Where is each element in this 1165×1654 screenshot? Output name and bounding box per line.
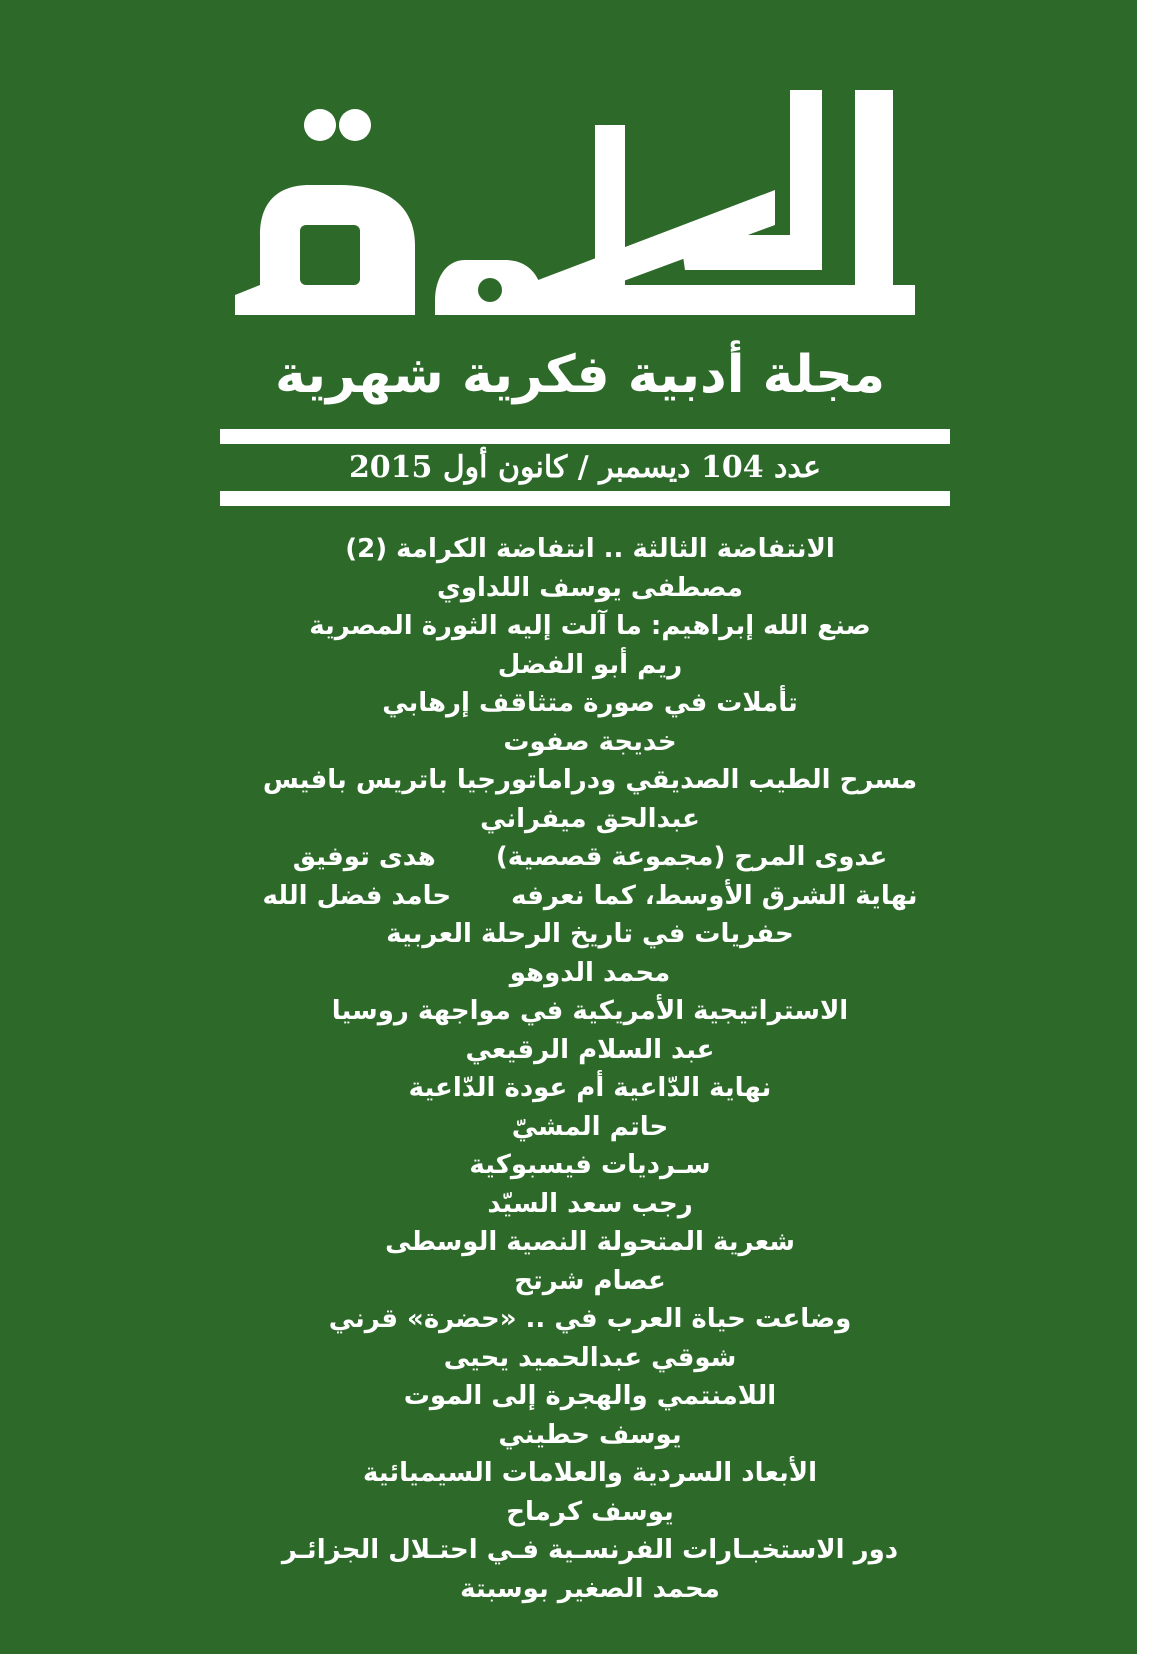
toc-item: محمد الصغير بوسبتة xyxy=(460,1573,720,1604)
toc-item: عصام شرتح xyxy=(514,1265,666,1296)
toc-item: ريم أبو الفضل xyxy=(497,649,683,680)
logo-graphic xyxy=(215,85,955,345)
toc-item: عبد السلام الرقيعي xyxy=(465,1034,715,1065)
toc-item: صنع الله إبراهيم: ما آلت إليه الثورة المصرية xyxy=(309,611,871,641)
toc-item-with-author xyxy=(260,877,920,916)
toc-item: يوسف حطيني xyxy=(498,1419,682,1450)
toc-item: وضاعت حياة العرب في .. «حضرة» قرني xyxy=(328,1304,852,1334)
toc-title: عدوى المرح (مجموعة قصصية) xyxy=(495,842,888,872)
magazine-subtitle: مجلة أدبية فكرية شهرية xyxy=(274,345,886,405)
toc-item: حاتم المشيّ xyxy=(511,1111,669,1142)
toc-item: مسرح الطيب الصديقي ودراماتورجيا باتريس بافيس xyxy=(262,765,918,795)
toc-item: يوسف كرماح xyxy=(506,1496,674,1527)
toc-item: نهاية الدّاعية أم عودة الدّاعية xyxy=(408,1073,772,1103)
toc-item: مصطفى يوسف اللداوي xyxy=(437,572,743,603)
toc-item: محمد الدوهو xyxy=(509,957,671,988)
toc-item: سـرديات فيسبوكية xyxy=(469,1150,711,1180)
toc-item: الانتفاضة الثالثة .. انتفاضة الكرامة (2) xyxy=(345,534,835,564)
toc-item: تأملات في صورة متثاقف إرهابي xyxy=(382,688,798,718)
toc-author: هدى توفيق xyxy=(292,842,436,872)
top-divider xyxy=(220,429,950,444)
toc-item: خديجة صفوت xyxy=(503,726,677,757)
toc-item: الاستراتيجية الأمريكية في مواجهة روسيا xyxy=(331,996,849,1026)
magazine-logo xyxy=(215,85,955,345)
issue-info: عدد 104 ديسمبر / كانون أول 2015 xyxy=(348,450,822,485)
toc-item-with-author xyxy=(260,838,920,877)
table-of-contents xyxy=(260,530,920,1608)
toc-item: عبدالحق ميفراني xyxy=(480,803,700,834)
toc-item: دور الاستخبـارات الفرنسـية فـي احتـلال الجزائـر xyxy=(281,1535,899,1565)
toc-item: رجب سعد السيّد xyxy=(487,1188,693,1219)
toc-title: نهاية الشرق الأوسط، كما نعرفه xyxy=(511,880,918,911)
toc-item: اللامنتمي والهجرة إلى الموت xyxy=(403,1381,777,1411)
toc-item: الأبعاد السردية والعلامات السيميائية xyxy=(362,1458,818,1488)
toc-author: حامد فضل الله xyxy=(262,880,452,911)
toc-item: شوقي عبدالحميد يحيى xyxy=(443,1342,737,1373)
toc-item: شعرية المتحولة النصية الوسطى xyxy=(385,1227,795,1257)
bottom-divider xyxy=(220,491,950,506)
toc-item: حفريات في تاريخ الرحلة العربية xyxy=(386,919,794,949)
